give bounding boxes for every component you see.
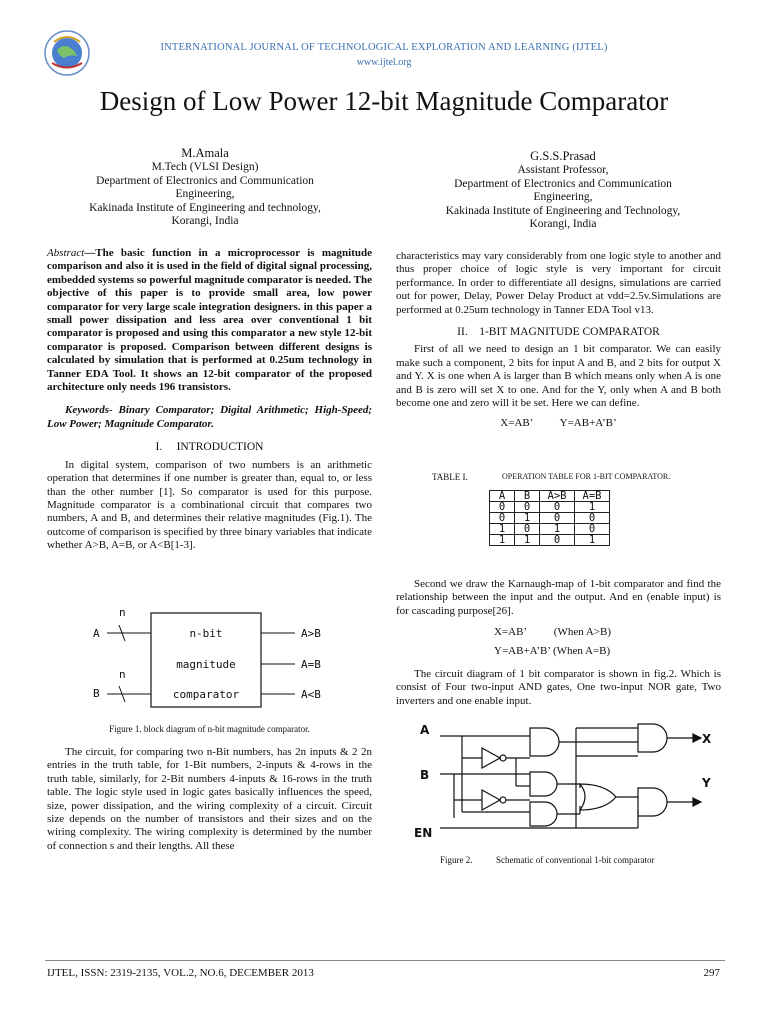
fig1-output: A<B xyxy=(301,688,321,701)
intro-paragraph-1: In digital system, comparison of two numbers is an arithmetic operation that determines if one number is greater than, equal to, or less than the other number [1]. So comparator is used for this purpose. Magnitude comparator is a combinational circuit that compares two numbers, A and B, and determines their relative magnitudes (Fig.1). The outcome of comparison is specified by three binary variables that indicate whether A>B, A=B, or A<B[1-3]. xyxy=(47,458,372,552)
right-paragraph-2: Second we draw the Karnaugh-map of 1-bit comparator and find the relationship between the input and the output. And en (enable input) is for cascading purpose[26]. xyxy=(396,578,721,617)
table-cell: 0 xyxy=(540,535,575,546)
table-caption: OPERATION TABLE FOR 1-BIT COMPARATOR. xyxy=(502,472,671,481)
table-header: B xyxy=(515,491,540,502)
table-cell: 0 xyxy=(575,513,610,524)
author-2-line: Kakinada Institute of Engineering and Technology, xyxy=(445,204,681,217)
abstract-label: Abstract xyxy=(47,247,85,259)
right-column-middle xyxy=(396,578,721,708)
journal-url[interactable]: www.ijtel.org xyxy=(356,57,412,68)
fig2-label-en: EN xyxy=(414,826,433,840)
author-2-line: Engineering, xyxy=(533,191,593,203)
table-header: A=B xyxy=(575,491,610,502)
fig1-box-line: n-bit xyxy=(189,627,223,640)
table-header: A xyxy=(490,491,515,502)
journal-name: INTERNATIONAL JOURNAL OF TECHNOLOGICAL EXPLORATION AND LEARNING (IJTEL) xyxy=(160,42,608,53)
right-paragraph-1: First of all we need to design an 1 bit comparator. We can easily make such a component, 2 bits for input A and B, and 2 bits for output X and Y. X is one when A is larger than B which means only when A is one and B is zero will set X to one. And for the Y, only when A and B both become one and zero will it be set. Here we can define. xyxy=(396,343,721,410)
table-cell: 0 xyxy=(490,513,515,524)
fig2-label-y: Y xyxy=(702,776,711,790)
table-cell: 0 xyxy=(515,502,540,513)
page-number: 297 xyxy=(703,967,720,979)
operation-table xyxy=(489,490,610,546)
paper-title: Design of Low Power 12-bit Magnitude Comparator xyxy=(99,86,669,116)
table-row xyxy=(490,513,610,524)
author-1-line: Kakinada Institute of Engineering and technology, xyxy=(89,201,321,214)
equation-1: X=AB’ Y=AB+A’B’ xyxy=(500,417,617,430)
table-cell: 1 xyxy=(490,535,515,546)
table-cell: 1 xyxy=(575,535,610,546)
journal-logo-icon xyxy=(42,28,92,78)
author-1-line: M.Tech (VLSI Design) xyxy=(151,161,259,173)
table-cell: 0 xyxy=(540,502,575,513)
table-cell: 1 xyxy=(575,502,610,513)
fig2-schematic xyxy=(410,718,730,848)
fig2-caption: Schematic of conventional 1-bit comparator xyxy=(496,855,655,865)
table-cell: 1 xyxy=(515,513,540,524)
abstract-text: —The basic function in a microprocessor is magnitude comparison and also it is used in the field of digital signal processing, embedded systems so powerful magnitude comparator is needed. The objective of this paper is to provide small area, low power comparator for very large scale integration designers. in this paper a small power dissipation and less area over conventional 1 bit comparator is proposed and using this comparator a new style 12-bit comparator is proposed. Comparison between different designs is calculated by simulation that is performed at 0.25um technology in Tanner EDA Tool. It shows an 12-bit comparator of the proposed architecture only needs 196 transistors. xyxy=(47,247,373,394)
author-2-name: G.S.S.Prasad xyxy=(530,149,596,163)
table-cell: 1 xyxy=(540,524,575,535)
fig1-output: A=B xyxy=(301,658,321,671)
fig1-box-line: magnitude xyxy=(176,658,236,671)
fig1-n-bottom: n xyxy=(119,668,126,681)
section-heading-2: II. 1-BIT MAGNITUDE COMPARATOR xyxy=(457,326,660,339)
table-label: TABLE I. xyxy=(432,472,468,482)
author-2-line: Assistant Professor, xyxy=(517,164,609,176)
author-1-line: Engineering, xyxy=(175,188,235,200)
fig1-input-b: B xyxy=(93,687,100,700)
footer-rule xyxy=(45,960,725,961)
right-paragraph-0: characteristics may vary considerably from one logic style to another and thus proper choice of logic style is very important for circuit performance. In order to differentiate all designs, simulations are carried out for power, Delay, Power Delay Product at vdd=2.5v.Simulations are performed at 0.25um technology in Tanner EDA Tool v13. xyxy=(396,250,721,316)
fig2-label-a: A xyxy=(420,723,430,737)
fig2-label-b: B xyxy=(420,768,430,782)
table-cell: 0 xyxy=(540,513,575,524)
table-row xyxy=(490,502,610,513)
table-header-row xyxy=(490,491,610,502)
fig1-box-line: comparator xyxy=(172,688,240,701)
fig1-input-a: A xyxy=(93,627,100,640)
equation-2: X=AB’ (When A>B) xyxy=(494,626,611,639)
table-row xyxy=(490,535,610,546)
table-cell: 1 xyxy=(490,524,515,535)
left-column xyxy=(47,247,372,553)
footer-citation: IJTEL, ISSN: 2319-2135, VOL.2, NO.6, DECEMBER 2013 xyxy=(47,967,314,979)
intro-paragraph-2: The circuit, for comparing two n-Bit numbers, has 2n inputs & 2 2n entries in the truth table, for 1-Bit numbers, 2-inputs & 4-rows in the truth table, similarly, for 2-Bit numbers 4-inputs & 16-rows in the truth table. The logic style used in logic gates basically influences the speed, size, power dissipation, and the wiring complexity of a circuit. Circuit size depends on the number of transistors and their sizes and on the wiring complexity. The wiring complexity is determined by the number of connection s and their lengths. All these xyxy=(47,746,372,852)
author-2 xyxy=(418,148,708,232)
left-column-lower xyxy=(47,746,372,853)
equation-3: Y=AB+A’B’ (When A=B) xyxy=(494,644,611,657)
section-heading-intro: I. INTRODUCTION xyxy=(155,441,264,454)
author-1-line: Department of Electronics and Communication xyxy=(96,174,314,187)
author-2-line: Department of Electronics and Communication xyxy=(454,177,672,190)
right-column xyxy=(396,250,721,431)
author-1-line: Korangi, India xyxy=(171,215,239,227)
table-cell: 0 xyxy=(490,502,515,513)
table-row xyxy=(490,524,610,535)
table-cell: 0 xyxy=(575,524,610,535)
right-paragraph-3: The circuit diagram of 1 bit comparator is shown in fig.2. Which is consist of Four two-input AND gates, One two-input NOR gate, Two inverters and one enable input. xyxy=(396,668,721,707)
abstract xyxy=(47,247,372,394)
author-2-line: Korangi, India xyxy=(529,218,597,230)
keywords: Keywords- Binary Comparator; Digital Arithmetic; High-Speed; Low Power; Magnitude Comparator. xyxy=(47,404,372,430)
fig1-n-top: n xyxy=(119,606,126,619)
author-1-name: M.Amala xyxy=(181,146,229,160)
table-header: A>B xyxy=(540,491,575,502)
table-cell: 1 xyxy=(515,535,540,546)
fig2-caption-number: Figure 2. xyxy=(440,855,473,865)
table-cell: 0 xyxy=(515,524,540,535)
fig1-caption: Figure 1. block diagram of n-bit magnitude comparator. xyxy=(109,724,310,734)
author-1 xyxy=(60,145,350,229)
fig1-output: A>B xyxy=(301,627,321,640)
fig2-label-x: X xyxy=(702,732,712,746)
